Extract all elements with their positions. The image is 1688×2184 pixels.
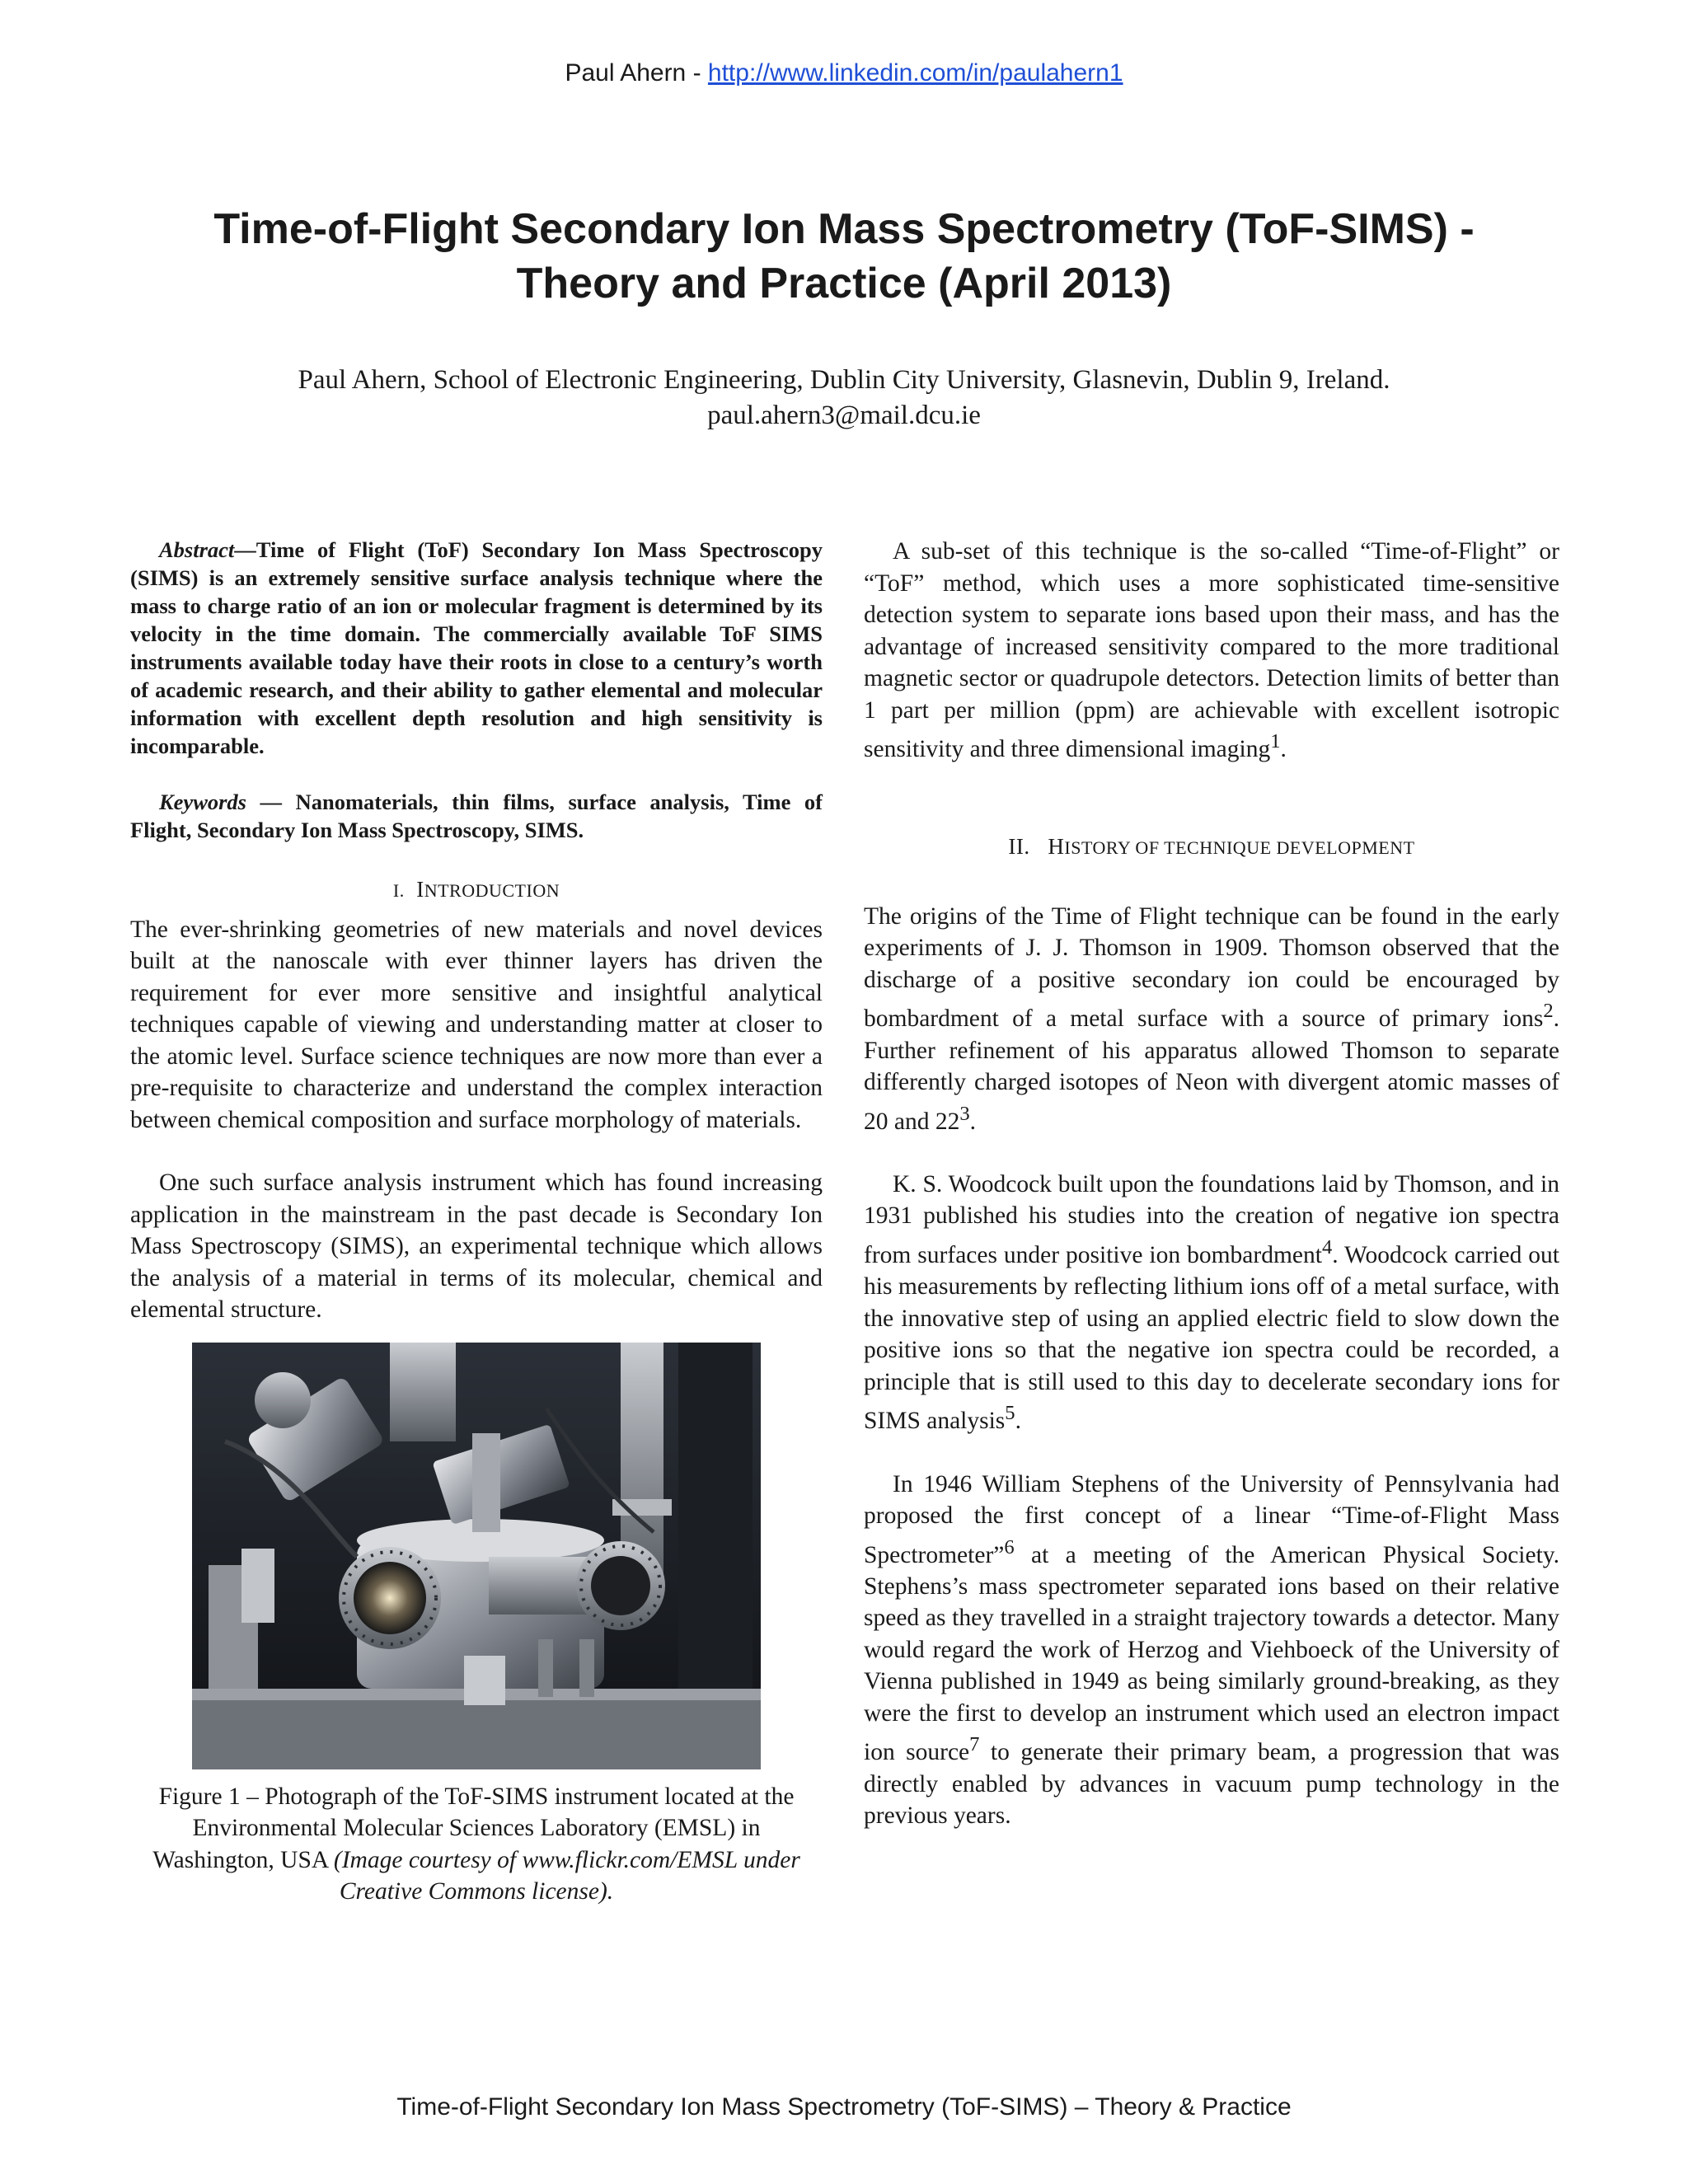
keywords-label: Keywords: [159, 790, 246, 814]
history-p2-a: K. S. Woodcock built upon the foundations laid by Thomson, and in 1931 published his studies into the creation of negative ion spectra from surfaces under positive ion bombardment: [864, 1170, 1559, 1268]
author-email: paul.ahern3@mail.dcu.ie: [707, 401, 981, 430]
history-p1-b: . Further refinement of his apparatus allowed Thomson to separate differently charged isotopes of Neon with divergent atomic masses of 20 and 22: [864, 1005, 1559, 1135]
author-block: [124, 363, 1564, 434]
author-affiliation: Paul Ahern, School of Electronic Engineering, Dublin City University, Glasnevin, Dublin 9, Ireland.: [298, 365, 1390, 395]
intro-paragraph-2: One such surface analysis instrument which has found increasing application in the mainstream in the past decade is Secondary Ion Mass Spectroscopy (SIMS), an experimental technique which allows the analysis of a material in terms of its molecular, chemical and elemental structure.: [130, 1169, 823, 1323]
title-line-2: Theory and Practice (April 2013): [516, 260, 1172, 307]
left-column: [130, 536, 823, 1908]
ref-2: 2: [1543, 1000, 1554, 1023]
tof-intro-text: A sub-set of this technique is the so-called “Time-of-Flight” or “ToF” method, which uses a more sophisticated time-sensitive detection system to separate ions based upon their mass, and has the advantage of increased sensitivity compared to the more traditional magnetic sector or quadrupole detectors. Detection limits of better than 1 part per million (ppm) are achievable with excellent isotropic sensitivity and three dimensional imaging: [864, 538, 1559, 762]
abstract: [130, 536, 823, 760]
right-column: [864, 536, 1559, 1832]
section-2-heading: [864, 831, 1559, 865]
section-2-initial: H: [1048, 834, 1065, 860]
history-paragraph-2: [864, 1169, 1559, 1437]
page-footer: Time-of-Flight Secondary Ion Mass Spectrometry (ToF-SIMS) – Theory & Practice: [396, 2093, 1292, 2121]
abstract-text: —Time of Flight (ToF) Secondary Ion Mass Spectroscopy (SIMS) is an extremely sensitive surface analysis technique where the mass to charge ratio of an ion or molecular fragment is determined by its velocity in the time domain. The commercially available ToF SIMS instruments available today have their roots in close to a century’s worth of academic research, and their ability to gather elemental and molecular information with excellent depth resolution and high sensitivity is incomparable.: [130, 537, 823, 758]
ref-6: 6: [1004, 1535, 1015, 1558]
caption-text: Figure 1 – Photograph of the ToF-SIMS instrument located at the Environmental Molecular Sciences Laboratory (EMSL) in Washington, USA: [152, 1783, 795, 1873]
keywords: [130, 788, 823, 844]
title-line-1: Time-of-Flight Secondary Ion Mass Spectrometry (ToF-SIMS) -: [213, 205, 1475, 253]
section-2-title-rest: ISTORY OF TECHNIQUE DEVELOPMENT: [1064, 837, 1415, 859]
linkedin-link[interactable]: http://www.linkedin.com/in/paulahern1: [707, 59, 1123, 87]
tof-intro-end: .: [1280, 735, 1287, 762]
header-name: Paul Ahern -: [565, 59, 708, 87]
ref-5: 5: [1005, 1402, 1015, 1425]
section-1-heading: [130, 874, 823, 907]
history-p3-c: to generate their primary beam, a progression that was directly enabled by advances in vacuum pump technology in the previous years.: [864, 1739, 1559, 1830]
tof-intro-paragraph: [864, 536, 1559, 765]
ref-7: 7: [969, 1733, 980, 1756]
intro-paragraph-1: The ever-shrinking geometries of new materials and novel devices built at the nanoscale with ever thinner layers has driven the requirement for ever more sensitive and insightful analytical techniques capable of viewing and understanding matter at closer to the atomic level. Surface science techniques are now more than ever a pre-requisite to characterize and understand the complex interaction between chemical composition and surface morphology of materials.: [130, 916, 823, 1133]
figure-1-caption: [130, 1781, 823, 1908]
tof-sims-instrument-photo: [192, 1343, 761, 1769]
history-p1-c: .: [969, 1108, 977, 1135]
history-paragraph-3: [864, 1469, 1559, 1832]
section-1-initial: I: [416, 877, 424, 902]
ref-1: 1: [1270, 730, 1281, 752]
ref-3: 3: [959, 1102, 970, 1125]
history-p3-a: In 1946 William Stephens of the University of Pennsylvania had proposed the first concept of a linear “Time-of-Flight Mass Spectrometer”: [864, 1470, 1559, 1568]
keywords-text: — Nanomaterials, thin films, surface analysis, Time of Flight, Secondary Ion Mass Spectroscopy, SIMS.: [130, 790, 823, 842]
abstract-label: Abstract: [159, 537, 235, 562]
section-2-numeral: II.: [1008, 834, 1030, 860]
page-header: [0, 59, 1688, 87]
figure-1: [130, 1343, 823, 1908]
section-1-numeral: I.: [392, 880, 405, 901]
paper-title: [124, 202, 1564, 311]
ref-4: 4: [1321, 1235, 1333, 1258]
history-paragraph-1: [864, 901, 1559, 1137]
caption-credit: (Image courtesy of www.flickr.com/EMSL under Creative Commons license).: [333, 1846, 800, 1905]
history-p1-a: The origins of the Time of Flight technique can be found in the early experiments of J. J. Thomson in 1909. Thomson observed that the discharge of a positive secondary ion could be encouraged by bombardment of a metal surface with a source of primary ions: [864, 902, 1559, 1033]
section-1-title-rest: NTRODUCTION: [424, 880, 560, 901]
history-p2-b: . Woodcock carried out his measurements by reflecting lithium ions off of a metal surface, with the innovative step of using an applied electric field to slow down the positive ions so that the negative ion spectra could be recorded, a principle that is still used to this day to decelerate secondary ions for SIMS analysis: [864, 1241, 1559, 1435]
history-p2-c: .: [1015, 1408, 1021, 1435]
history-p3-b: at a meeting of the American Physical Society. Stephens’s mass spectrometer separated ions based on their relative speed as they travelled in a straight trajectory towards a detector. Many would regard the work of Herzog and Viehboeck of the University of Vienna published in 1949 as being similarly ground-breaking, as they were the first to develop an instrument which used an electron impact ion source: [864, 1541, 1559, 1766]
